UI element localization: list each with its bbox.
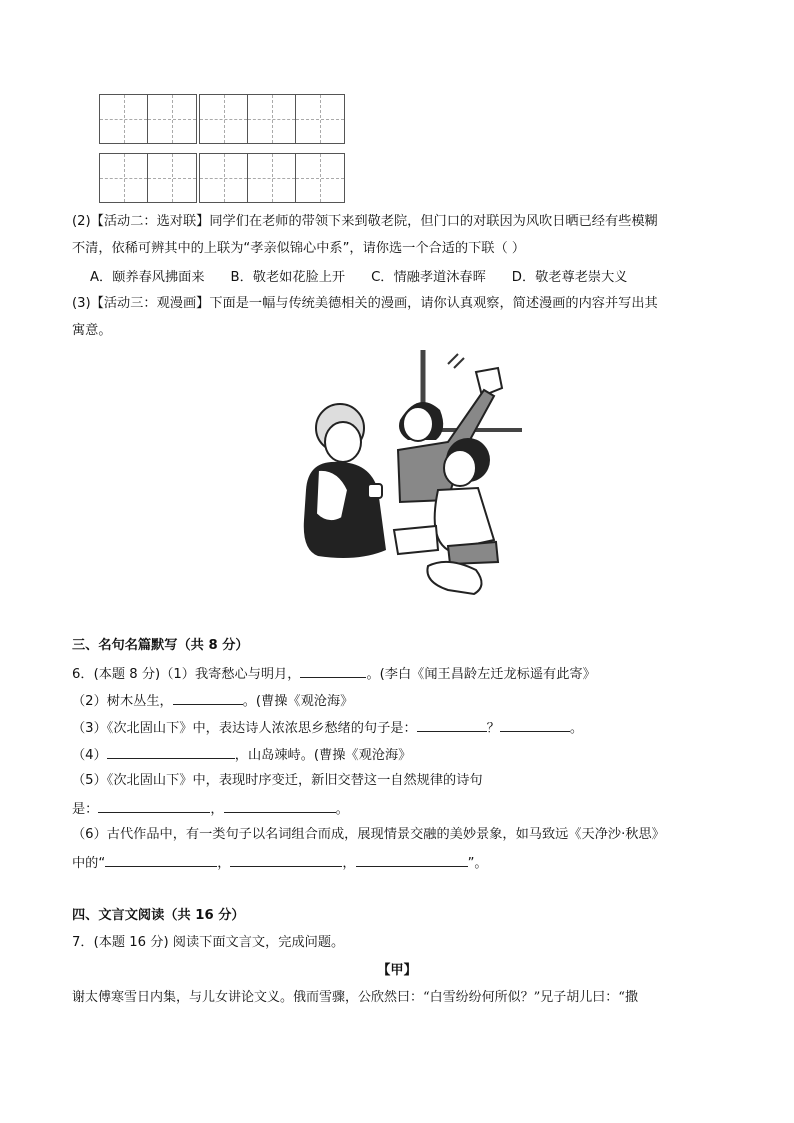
writing-grid-group	[199, 153, 345, 203]
passage-jia-text: 谢太傅寒雪日内集，与儿女讲论文义。俄而雪骤，公欣然曰：“白雪纷纷何所似？”兄子胡儿曰：“撒	[72, 990, 638, 1005]
section4-title: 四、文言文阅读（共 16 分）	[72, 908, 245, 923]
grid-cell[interactable]	[100, 154, 148, 202]
writing-grid-row-2	[99, 153, 347, 203]
answer-blank[interactable]	[98, 798, 210, 813]
q6-3-lead: （3）《次北固山下》中，表达诗人浓浓思乡愁绪的句子是：	[72, 721, 417, 736]
section3-title: 三、名句名篇默写（共 8 分）	[72, 638, 249, 653]
activity2-question-line1: (2)【活动二：选对联】同学们在老师的带领下来到敬老院，但门口的对联因为风吹日晒已经有些模糊	[72, 214, 658, 229]
grid-cell[interactable]	[200, 154, 248, 202]
answer-blank[interactable]	[300, 663, 366, 678]
option-d[interactable]: D．敬老尊老崇大义	[511, 270, 628, 285]
answer-blank[interactable]	[230, 852, 342, 867]
q6-1-tail: 。(李白《闻王昌龄左迁龙标遥有此寄》	[366, 667, 596, 682]
activity2-question-line2: 不清，依稀可辨其中的上联为“孝亲似锦心中系”，请你选一个合适的下联（ ）	[72, 241, 526, 256]
answer-blank[interactable]	[500, 717, 570, 732]
writing-grid-group	[199, 94, 345, 144]
grid-cell[interactable]	[100, 95, 148, 143]
q6-5-tail: 。	[335, 802, 349, 817]
grid-cell[interactable]	[148, 95, 196, 143]
writing-grid-row-1	[99, 94, 347, 144]
q6-5-line2	[72, 798, 349, 820]
grid-cell[interactable]	[296, 154, 344, 202]
comic-illustration	[298, 350, 524, 602]
answer-blank[interactable]	[224, 798, 336, 813]
grid-cell[interactable]	[148, 154, 196, 202]
q6-6-lead: 中的“	[72, 856, 106, 871]
passage-label-jia: 【甲】	[377, 963, 417, 978]
grid-cell[interactable]	[296, 95, 344, 143]
grid-cell[interactable]	[200, 95, 248, 143]
q6-5-line1: （5）《次北固山下》中，表现时序变迁，新旧交替这一自然规律的诗句	[72, 773, 483, 788]
q6-2	[72, 690, 353, 712]
activity3-question-line1: (3)【活动三：观漫画】下面是一幅与传统美德相关的漫画，请你认真观察，简述漫画的内容并写出其	[72, 296, 658, 311]
q6-6-sep1: ，	[217, 856, 231, 871]
q6-3	[72, 717, 583, 739]
grid-cell[interactable]	[248, 154, 296, 202]
q6-1-lead: 6．(本题 8 分)（1）我寄愁心与明月，	[72, 667, 301, 682]
activity2-options	[90, 266, 653, 285]
q6-4-lead: （4）	[72, 748, 107, 763]
q6-1	[72, 663, 596, 685]
answer-blank[interactable]	[417, 717, 487, 732]
answer-blank[interactable]	[356, 852, 468, 867]
q6-4-tail: ，山岛竦峙。(曹操《观沧海》	[234, 748, 412, 763]
q6-2-lead: （2）树木丛生，	[72, 694, 173, 709]
q6-6-tail: ”。	[467, 856, 488, 871]
q6-6-line2	[72, 852, 488, 874]
writing-grid-group	[99, 153, 197, 203]
writing-grid-group	[99, 94, 197, 144]
answer-blank[interactable]	[173, 690, 243, 705]
q6-6-sep2: ，	[342, 856, 356, 871]
option-c[interactable]: C．情融孝道沐春晖	[371, 270, 486, 285]
q6-3-mid: ？	[486, 721, 500, 736]
answer-blank[interactable]	[107, 744, 235, 759]
q6-6-line1: （6）古代作品中，有一类句子以名词组合而成，展现情景交融的美妙景象，如马致远《天净沙·秋思》	[72, 827, 665, 842]
option-a[interactable]: A．颐养春风拂面来	[90, 270, 205, 285]
q6-3-tail: 。	[569, 721, 584, 736]
q6-4	[72, 744, 411, 766]
q6-2-tail: 。(曹操《观沧海》	[242, 694, 354, 709]
grid-cell[interactable]	[248, 95, 296, 143]
q7-prompt: 7．(本题 16 分) 阅读下面文言文，完成问题。	[72, 935, 345, 950]
option-b[interactable]: B．敬老如花脸上开	[230, 270, 346, 285]
answer-blank[interactable]	[105, 852, 217, 867]
q6-5-sep: ，	[210, 802, 224, 817]
activity3-question-line2: 寓意。	[72, 323, 112, 338]
q6-5-lead: 是：	[72, 802, 99, 817]
